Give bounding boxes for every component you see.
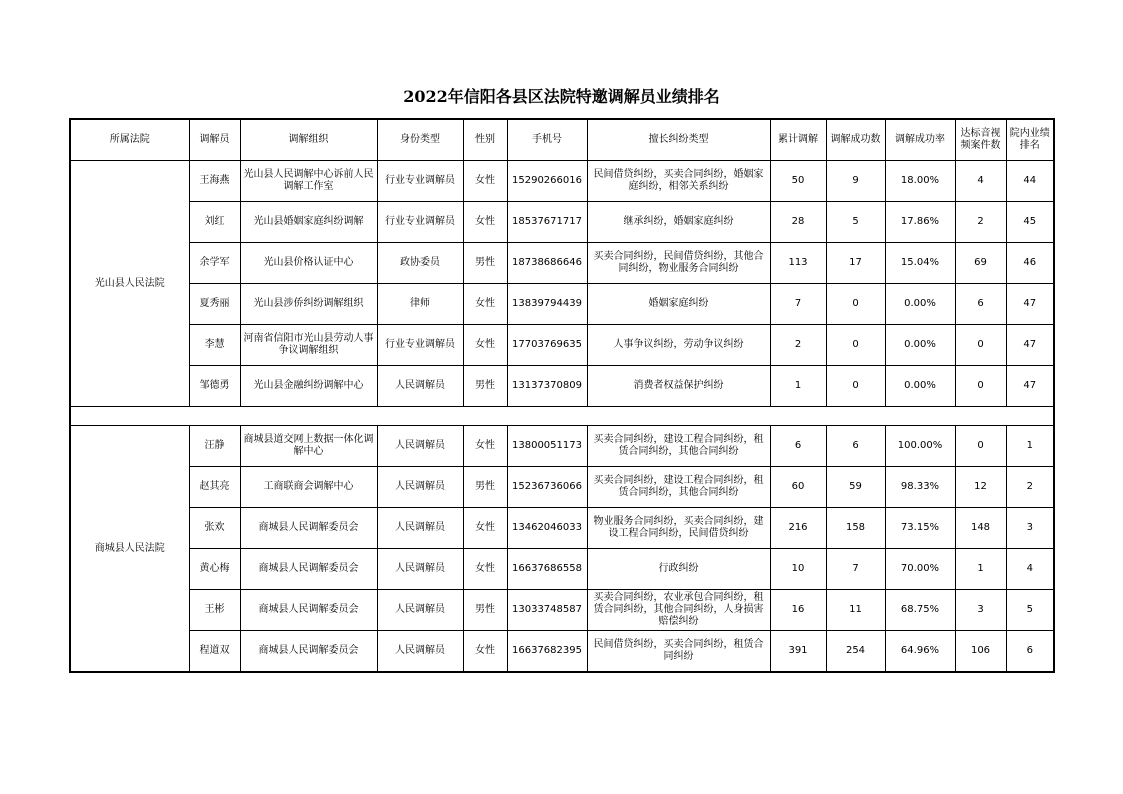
header-cell: 手机号	[507, 119, 587, 161]
gender-cell: 女性	[463, 284, 507, 325]
gender-cell: 女性	[463, 549, 507, 590]
org-cell: 光山县价格认证中心	[240, 243, 377, 284]
gender-cell: 女性	[463, 161, 507, 202]
table-row	[70, 549, 1054, 590]
rank-cell: 47	[1006, 325, 1054, 366]
av-cell: 106	[955, 631, 1006, 673]
success-cell: 5	[826, 202, 885, 243]
rate-cell: 64.96%	[885, 631, 955, 673]
rate-cell: 98.33%	[885, 467, 955, 508]
rank-cell: 45	[1006, 202, 1054, 243]
rank-cell: 5	[1006, 590, 1054, 631]
gender-cell: 女性	[463, 202, 507, 243]
table-row	[70, 284, 1054, 325]
phone-cell: 13033748587	[507, 590, 587, 631]
type-cell: 人民调解员	[377, 467, 463, 508]
spacer-cell	[70, 407, 1054, 426]
name-cell: 程道双	[189, 631, 240, 673]
success-cell: 158	[826, 508, 885, 549]
name-cell: 夏秀丽	[189, 284, 240, 325]
total-cell: 216	[770, 508, 826, 549]
gender-cell: 男性	[463, 243, 507, 284]
rank-cell: 47	[1006, 366, 1054, 407]
gender-cell: 男性	[463, 366, 507, 407]
header-cell: 所属法院	[70, 119, 189, 161]
disputes-cell: 人事争议纠纷，劳动争议纠纷	[587, 325, 770, 366]
type-cell: 人民调解员	[377, 590, 463, 631]
gender-cell: 女性	[463, 325, 507, 366]
name-cell: 黄心梅	[189, 549, 240, 590]
success-cell: 9	[826, 161, 885, 202]
phone-cell: 16637682395	[507, 631, 587, 673]
name-cell: 王海燕	[189, 161, 240, 202]
type-cell: 行业专业调解员	[377, 325, 463, 366]
total-cell: 10	[770, 549, 826, 590]
success-cell: 0	[826, 325, 885, 366]
court-cell: 光山县人民法院	[70, 161, 189, 407]
header-cell: 身份类型	[377, 119, 463, 161]
org-cell: 光山县金融纠纷调解中心	[240, 366, 377, 407]
av-cell: 1	[955, 549, 1006, 590]
header-cell: 擅长纠纷类型	[587, 119, 770, 161]
org-cell: 商城县人民调解委员会	[240, 549, 377, 590]
success-cell: 11	[826, 590, 885, 631]
disputes-cell: 继承纠纷，婚姻家庭纠纷	[587, 202, 770, 243]
total-cell: 1	[770, 366, 826, 407]
rate-cell: 70.00%	[885, 549, 955, 590]
name-cell: 汪静	[189, 426, 240, 467]
header-cell: 累计调解	[770, 119, 826, 161]
name-cell: 刘红	[189, 202, 240, 243]
rate-cell: 15.04%	[885, 243, 955, 284]
av-cell: 3	[955, 590, 1006, 631]
type-cell: 人民调解员	[377, 508, 463, 549]
court-cell: 商城县人民法院	[70, 426, 189, 673]
type-cell: 人民调解员	[377, 631, 463, 673]
rank-cell: 47	[1006, 284, 1054, 325]
header-row	[70, 119, 1054, 161]
total-cell: 391	[770, 631, 826, 673]
performance-table	[69, 118, 1055, 673]
av-cell: 0	[955, 366, 1006, 407]
rate-cell: 0.00%	[885, 366, 955, 407]
total-cell: 28	[770, 202, 826, 243]
rank-cell: 46	[1006, 243, 1054, 284]
success-cell: 6	[826, 426, 885, 467]
phone-cell: 16637686558	[507, 549, 587, 590]
disputes-cell: 买卖合同纠纷，建设工程合同纠纷，租赁合同纠纷，其他合同纠纷	[587, 467, 770, 508]
header-cell: 调解员	[189, 119, 240, 161]
success-cell: 0	[826, 366, 885, 407]
disputes-cell: 行政纠纷	[587, 549, 770, 590]
type-cell: 政协委员	[377, 243, 463, 284]
rate-cell: 0.00%	[885, 284, 955, 325]
table-row	[70, 366, 1054, 407]
org-cell: 商城县道交网上数据一体化调解中心	[240, 426, 377, 467]
success-cell: 7	[826, 549, 885, 590]
name-cell: 余学军	[189, 243, 240, 284]
type-cell: 行业专业调解员	[377, 202, 463, 243]
phone-cell: 13137370809	[507, 366, 587, 407]
rate-cell: 68.75%	[885, 590, 955, 631]
type-cell: 人民调解员	[377, 366, 463, 407]
av-cell: 12	[955, 467, 1006, 508]
av-cell: 6	[955, 284, 1006, 325]
av-cell: 2	[955, 202, 1006, 243]
av-cell: 0	[955, 426, 1006, 467]
phone-cell: 18537671717	[507, 202, 587, 243]
rank-cell: 3	[1006, 508, 1054, 549]
rate-cell: 17.86%	[885, 202, 955, 243]
gender-cell: 女性	[463, 508, 507, 549]
org-cell: 光山县涉侨纠纷调解组织	[240, 284, 377, 325]
table-row	[70, 161, 1054, 202]
rank-cell: 6	[1006, 631, 1054, 673]
name-cell: 张欢	[189, 508, 240, 549]
disputes-cell: 买卖合同纠纷，建设工程合同纠纷，租赁合同纠纷，其他合同纠纷	[587, 426, 770, 467]
rank-cell: 44	[1006, 161, 1054, 202]
phone-cell: 13800051173	[507, 426, 587, 467]
total-cell: 6	[770, 426, 826, 467]
rate-cell: 73.15%	[885, 508, 955, 549]
type-cell: 人民调解员	[377, 549, 463, 590]
phone-cell: 13462046033	[507, 508, 587, 549]
type-cell: 人民调解员	[377, 426, 463, 467]
disputes-cell: 物业服务合同纠纷，买卖合同纠纷，建设工程合同纠纷，民间借贷纠纷	[587, 508, 770, 549]
table-row	[70, 590, 1054, 631]
disputes-cell: 民间借贷纠纷，买卖合同纠纷，婚姻家庭纠纷，相邻关系纠纷	[587, 161, 770, 202]
group-spacer-row	[70, 407, 1054, 426]
av-cell: 69	[955, 243, 1006, 284]
org-cell: 河南省信阳市光山县劳动人事争议调解组织	[240, 325, 377, 366]
org-cell: 商城县人民调解委员会	[240, 590, 377, 631]
org-cell: 商城县人民调解委员会	[240, 631, 377, 673]
table-row	[70, 325, 1054, 366]
header-cell: 院内业绩排名	[1006, 119, 1054, 161]
av-cell: 0	[955, 325, 1006, 366]
rate-cell: 0.00%	[885, 325, 955, 366]
table-row	[70, 202, 1054, 243]
disputes-cell: 买卖合同纠纷，农业承包合同纠纷，租赁合同纠纷，其他合同纠纷，人身损害赔偿纠纷	[587, 590, 770, 631]
rate-cell: 18.00%	[885, 161, 955, 202]
header-cell: 调解成功数	[826, 119, 885, 161]
name-cell: 李慧	[189, 325, 240, 366]
page-title: 2022年信阳各县区法院特邀调解员业绩排名	[403, 87, 720, 106]
success-cell: 59	[826, 467, 885, 508]
av-cell: 148	[955, 508, 1006, 549]
gender-cell: 男性	[463, 467, 507, 508]
phone-cell: 17703769635	[507, 325, 587, 366]
disputes-cell: 买卖合同纠纷，民间借贷纠纷，其他合同纠纷，物业服务合同纠纷	[587, 243, 770, 284]
org-cell: 光山县婚姻家庭纠纷调解	[240, 202, 377, 243]
name-cell: 邹德勇	[189, 366, 240, 407]
rank-cell: 1	[1006, 426, 1054, 467]
table-row	[70, 631, 1054, 673]
type-cell: 律师	[377, 284, 463, 325]
phone-cell: 18738686646	[507, 243, 587, 284]
header-cell: 调解成功率	[885, 119, 955, 161]
type-cell: 行业专业调解员	[377, 161, 463, 202]
org-cell: 商城县人民调解委员会	[240, 508, 377, 549]
success-cell: 17	[826, 243, 885, 284]
total-cell: 60	[770, 467, 826, 508]
table-row	[70, 426, 1054, 467]
disputes-cell: 消费者权益保护纠纷	[587, 366, 770, 407]
total-cell: 7	[770, 284, 826, 325]
gender-cell: 女性	[463, 631, 507, 673]
rate-cell: 100.00%	[885, 426, 955, 467]
disputes-cell: 婚姻家庭纠纷	[587, 284, 770, 325]
total-cell: 16	[770, 590, 826, 631]
phone-cell: 15236736066	[507, 467, 587, 508]
rank-cell: 2	[1006, 467, 1054, 508]
success-cell: 254	[826, 631, 885, 673]
total-cell: 50	[770, 161, 826, 202]
header-cell: 达标音视频案件数	[955, 119, 1006, 161]
av-cell: 4	[955, 161, 1006, 202]
header-cell: 调解组织	[240, 119, 377, 161]
name-cell: 赵其亮	[189, 467, 240, 508]
table-row	[70, 243, 1054, 284]
total-cell: 2	[770, 325, 826, 366]
org-cell: 光山县人民调解中心诉前人民调解工作室	[240, 161, 377, 202]
success-cell: 0	[826, 284, 885, 325]
table-row	[70, 467, 1054, 508]
phone-cell: 15290266016	[507, 161, 587, 202]
name-cell: 王彬	[189, 590, 240, 631]
table-row	[70, 508, 1054, 549]
phone-cell: 13839794439	[507, 284, 587, 325]
header-cell: 性别	[463, 119, 507, 161]
org-cell: 工商联商会调解中心	[240, 467, 377, 508]
gender-cell: 男性	[463, 590, 507, 631]
total-cell: 113	[770, 243, 826, 284]
gender-cell: 女性	[463, 426, 507, 467]
disputes-cell: 民间借贷纠纷，买卖合同纠纷，租赁合同纠纷	[587, 631, 770, 673]
rank-cell: 4	[1006, 549, 1054, 590]
